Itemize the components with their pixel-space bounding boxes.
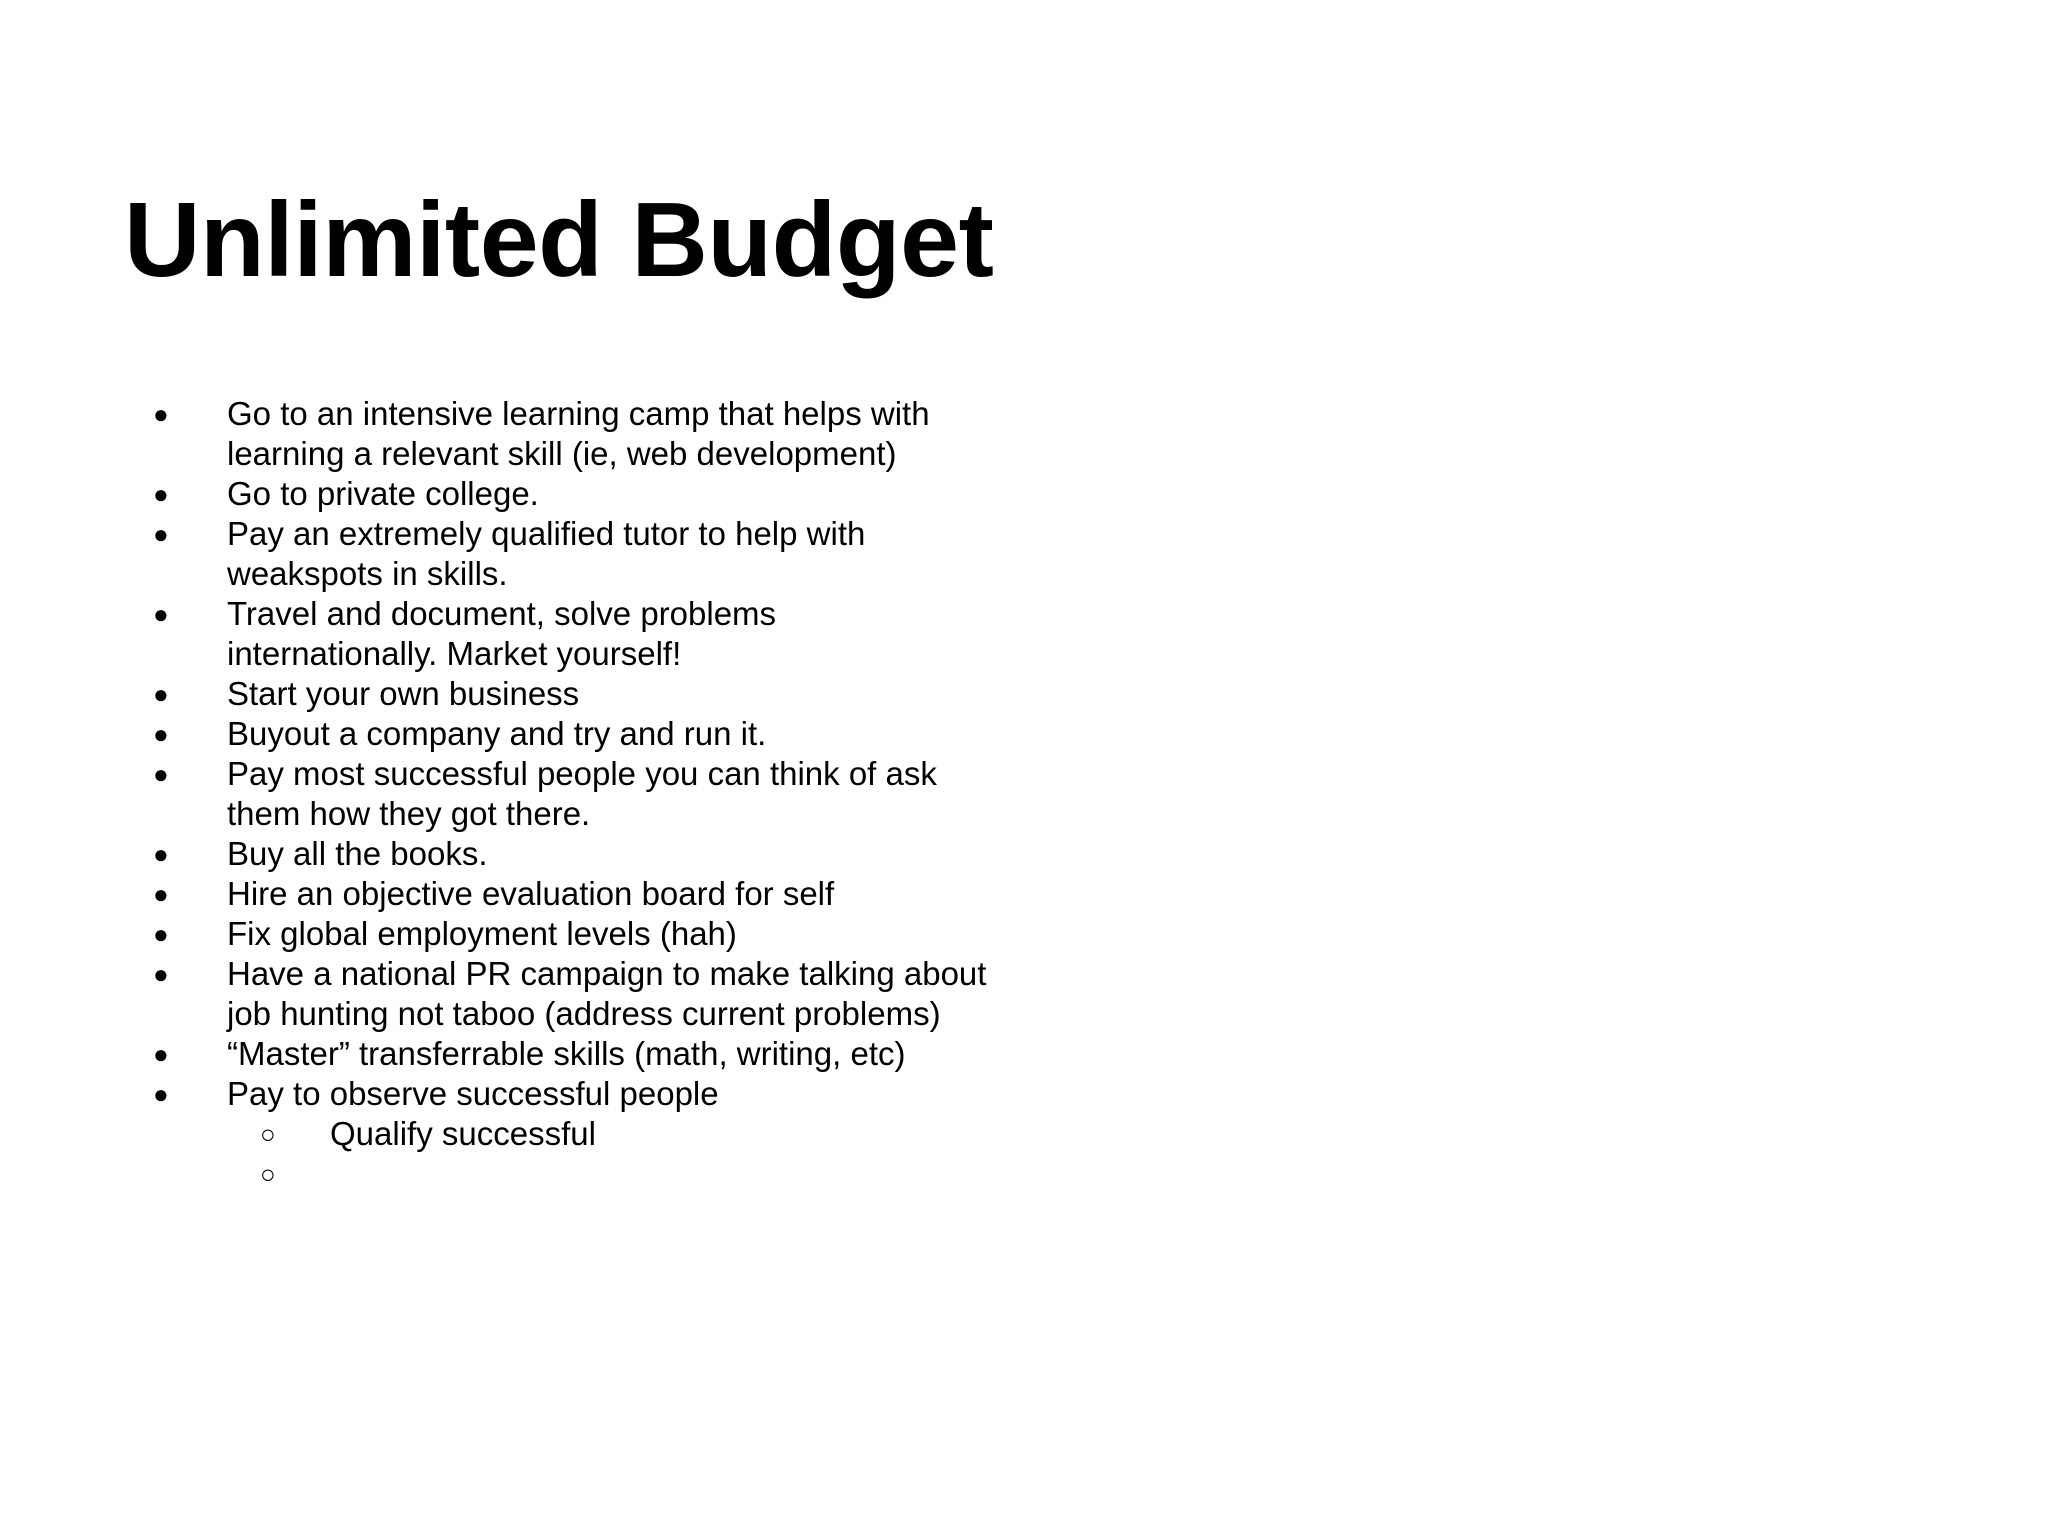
list-item-text: “Master” transferrable skills (math, writing, etc) bbox=[227, 1035, 906, 1072]
list-item-text: Buyout a company and try and run it. bbox=[227, 715, 767, 752]
list-item-text: Go to private college. bbox=[227, 475, 539, 512]
sub-bullet-list bbox=[227, 1114, 987, 1194]
sub-list-item-text: Qualify successful bbox=[330, 1115, 596, 1152]
list-item-text: Pay an extremely qualified tutor to help with weakspots in skills. bbox=[227, 515, 866, 592]
list-item bbox=[0, 394, 987, 474]
list-item bbox=[0, 514, 987, 594]
list-item bbox=[0, 1074, 987, 1194]
list-item bbox=[0, 954, 987, 1034]
bullet-list bbox=[0, 394, 1100, 1194]
list-item bbox=[0, 834, 987, 874]
bullet-icon: ● bbox=[153, 399, 169, 429]
list-item-text: Buy all the books. bbox=[227, 835, 488, 872]
bullet-icon: ● bbox=[153, 879, 169, 909]
bullet-icon: ● bbox=[153, 839, 169, 869]
slide-title: Unlimited Budget bbox=[124, 181, 994, 299]
list-item-text: Pay most successful people you can think of ask them how they got there. bbox=[227, 755, 937, 832]
hollow-bullet-icon: ○ bbox=[260, 1119, 276, 1149]
list-item-text: Start your own business bbox=[227, 675, 580, 712]
list-item bbox=[0, 874, 987, 914]
bullet-icon: ● bbox=[153, 479, 169, 509]
list-item bbox=[0, 914, 987, 954]
sub-list-item bbox=[227, 1154, 987, 1194]
bullet-icon: ● bbox=[153, 519, 169, 549]
bullet-icon: ● bbox=[153, 919, 169, 949]
bullet-icon: ● bbox=[153, 679, 169, 709]
hollow-bullet-icon: ○ bbox=[260, 1159, 276, 1189]
bullet-icon: ● bbox=[153, 1079, 169, 1109]
list-item bbox=[0, 674, 987, 714]
bullet-icon: ● bbox=[153, 959, 169, 989]
list-item-text: Fix global employment levels (hah) bbox=[227, 915, 737, 952]
list-item-text: Have a national PR campaign to make talking about job hunting not taboo (address current problems) bbox=[227, 955, 987, 1032]
list-item bbox=[0, 474, 987, 514]
list-item-text: Travel and document, solve problems internationally. Market yourself! bbox=[227, 595, 777, 672]
list-item bbox=[0, 594, 987, 674]
bullet-icon: ● bbox=[153, 599, 169, 629]
list-item bbox=[0, 1034, 987, 1074]
list-item bbox=[0, 714, 987, 754]
list-item-text: Pay to observe successful people bbox=[227, 1075, 719, 1112]
list-item-text: Hire an objective evaluation board for self bbox=[227, 875, 835, 912]
bullet-icon: ● bbox=[153, 719, 169, 749]
bullet-icon: ● bbox=[153, 1039, 169, 1069]
sub-list-item bbox=[227, 1114, 987, 1154]
list-item bbox=[0, 754, 987, 834]
list-item-text: Go to an intensive learning camp that helps with learning a relevant skill (ie, web development) bbox=[227, 395, 930, 472]
bullet-icon: ● bbox=[153, 759, 169, 789]
